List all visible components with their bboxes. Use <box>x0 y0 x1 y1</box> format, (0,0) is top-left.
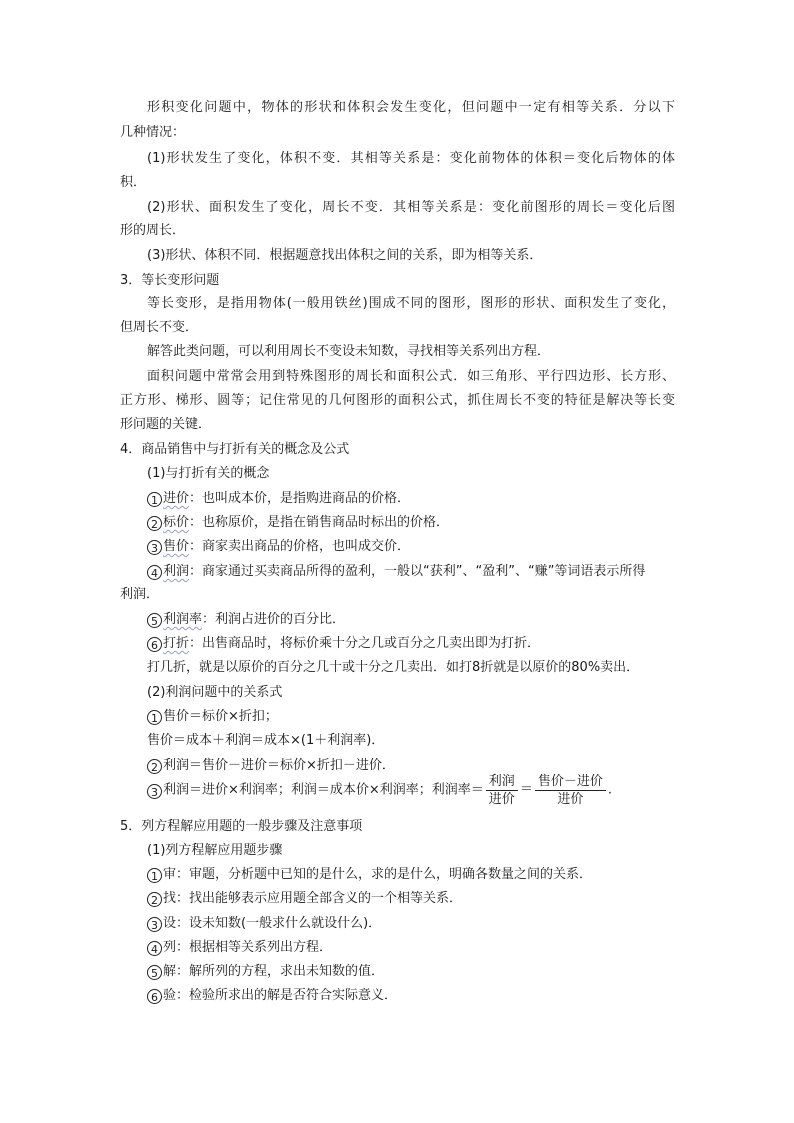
concept-text: ：商家卖出商品的价格，也叫成交价． <box>189 539 411 554</box>
fraction-profit-over-cost <box>486 773 518 808</box>
paragraph-line: 正方形、梯形、圆等；记住常见的几何图形的面积公式，抓住周长不变的特征是解决等长变 <box>120 393 675 408</box>
circled-number: 6 <box>147 989 162 1004</box>
paragraph-line: (1)形状发生了变化，体积不变．其相等关系是：变化前物体的体积＝变化后物体的体 <box>147 151 675 166</box>
circled-number: 3 <box>147 917 162 932</box>
paragraph-line: 但周长不变． <box>120 320 199 335</box>
circled-number: 1 <box>147 710 162 725</box>
concept-text: ：利润占进价的百分比． <box>202 612 346 627</box>
concept-item-4 <box>147 563 675 581</box>
paragraph-line: 打几折，就是以原价的百分之几十或十分之几卖出．如打8折就是以原价的80%卖出． <box>147 660 640 675</box>
step-item-5 <box>147 963 384 981</box>
section-heading-4: 4．商品销售中与打折有关的概念及公式 <box>120 442 350 457</box>
concept-term: 售价 <box>163 539 190 554</box>
paragraph-line: 等长变形，是指用物体(一般用铁丝)围成不同的图形，图形的形状、面积发生了变化， <box>147 296 675 311</box>
step-term: 验 <box>163 988 177 1003</box>
fraction-price-diff-over-cost <box>535 773 606 808</box>
circled-number: 5 <box>147 965 162 980</box>
concept-term: 打折 <box>163 636 190 651</box>
step-item-2 <box>147 890 462 908</box>
circled-number: 6 <box>147 637 162 652</box>
concept-text: ：出售商品时，将标价乘十分之几或百分之几卖出即为打折． <box>189 636 541 651</box>
circled-number: 3 <box>147 784 162 799</box>
paragraph-line: 形的周长． <box>120 223 186 238</box>
numerator: 售价－进价 <box>535 773 606 791</box>
formula-line-1b: 售价＝成本＋利润＝成本×(1＋利润率)． <box>147 733 385 748</box>
circled-number: 1 <box>147 492 162 507</box>
step-item-6 <box>147 987 397 1005</box>
paragraph-line: 积． <box>120 175 147 190</box>
denominator: 进价 <box>557 791 584 807</box>
denominator: 进价 <box>488 791 515 807</box>
numerator: 利润 <box>486 773 518 791</box>
formula-line-3 <box>147 772 612 809</box>
step-item-3 <box>147 915 381 933</box>
step-text: ：检验所求出的解是否符合实际意义． <box>176 988 398 1003</box>
section-heading-3: 3．等长变形问题 <box>120 273 220 288</box>
concept-term: 利润 <box>163 564 190 579</box>
concept-item-5 <box>147 611 345 629</box>
concept-text: ：也叫成本价，是指购进商品的价格． <box>189 491 411 506</box>
circled-number: 2 <box>147 759 162 774</box>
step-text: ：审题，分析题中已知的是什么，求的是什么，明确各数量之间的关系． <box>176 867 593 882</box>
concept-item-3 <box>147 538 410 556</box>
step-text: ：根据相等关系列出方程． <box>176 940 333 955</box>
step-text: ：解所列的方程，求出未知数的值． <box>176 964 385 979</box>
paragraph-line: 面积问题中常常会用到特殊图形的周长和面积公式．如三角形、平行四边形、长方形、 <box>147 369 675 384</box>
step-item-4 <box>147 939 332 957</box>
circled-number: 4 <box>147 565 162 580</box>
subsection-heading: (1)列方程解应用题步骤 <box>147 843 283 858</box>
concept-item-1 <box>147 490 410 508</box>
concept-term: 利润率 <box>163 612 203 627</box>
formula-end: . <box>607 782 612 798</box>
paragraph-line: 利润． <box>120 587 160 602</box>
step-text: ：找出能够表示应用题全部含义的一个相等关系． <box>176 891 463 906</box>
paragraph-line: (2)形状、面积发生了变化，周长不变．其相等关系是：变化前图形的周长＝变化后图 <box>147 200 675 215</box>
paragraph-line: (3)形状、体积不同．根据题意找出体积之间的关系，即为相等关系． <box>147 248 543 263</box>
equals-sign: ＝ <box>519 782 533 797</box>
step-item-1 <box>147 866 592 884</box>
formula-line-1 <box>147 708 278 726</box>
paragraph-line: 形积变化问题中，物体的形状和体积会发生变化，但问题中一定有相等关系．分以下 <box>147 100 675 115</box>
circled-number: 2 <box>147 516 162 531</box>
circled-number: 2 <box>147 892 162 907</box>
subsection-heading: (2)利润问题中的关系式 <box>147 685 283 700</box>
paragraph-line: 解答此类问题，可以利用周长不变设未知数，寻找相等关系列出方程． <box>147 344 551 359</box>
concept-item-2 <box>147 514 449 532</box>
concept-item-6 <box>147 635 540 653</box>
subsection-heading: (1)与打折有关的概念 <box>147 466 270 481</box>
section-heading-5: 5．列方程解应用题的一般步骤及注意事项 <box>120 819 363 834</box>
formula-text: 利润＝售价－进价＝标价×折扣－进价． <box>163 758 395 773</box>
concept-term: 进价 <box>163 491 190 506</box>
concept-text: ：商家通过买卖商品所得的盈利，一般以“获利”、“盈利”、“赚”等词语表示所得 <box>189 564 646 579</box>
step-term: 设 <box>163 916 177 931</box>
step-text: ：设未知数(一般求什么就设什么)． <box>176 916 382 931</box>
formula-text: 利润＝进价×利润率；利润＝成本价×利润率；利润率＝ <box>163 782 484 798</box>
circled-number: 3 <box>147 540 162 555</box>
circled-number: 1 <box>147 868 162 883</box>
paragraph-line: 形问题的关键． <box>120 417 212 432</box>
concept-text: ：也称原价，是指在销售商品时标出的价格． <box>189 515 450 530</box>
circled-number: 4 <box>147 941 162 956</box>
circled-number: 5 <box>147 613 162 628</box>
step-term: 审 <box>163 867 177 882</box>
step-term: 列 <box>163 940 177 955</box>
step-term: 找 <box>163 891 177 906</box>
paragraph-line: 几种情况： <box>120 125 186 140</box>
concept-term: 标价 <box>163 515 190 530</box>
formula-text: 售价＝标价×折扣； <box>163 709 278 724</box>
step-term: 解 <box>163 964 177 979</box>
